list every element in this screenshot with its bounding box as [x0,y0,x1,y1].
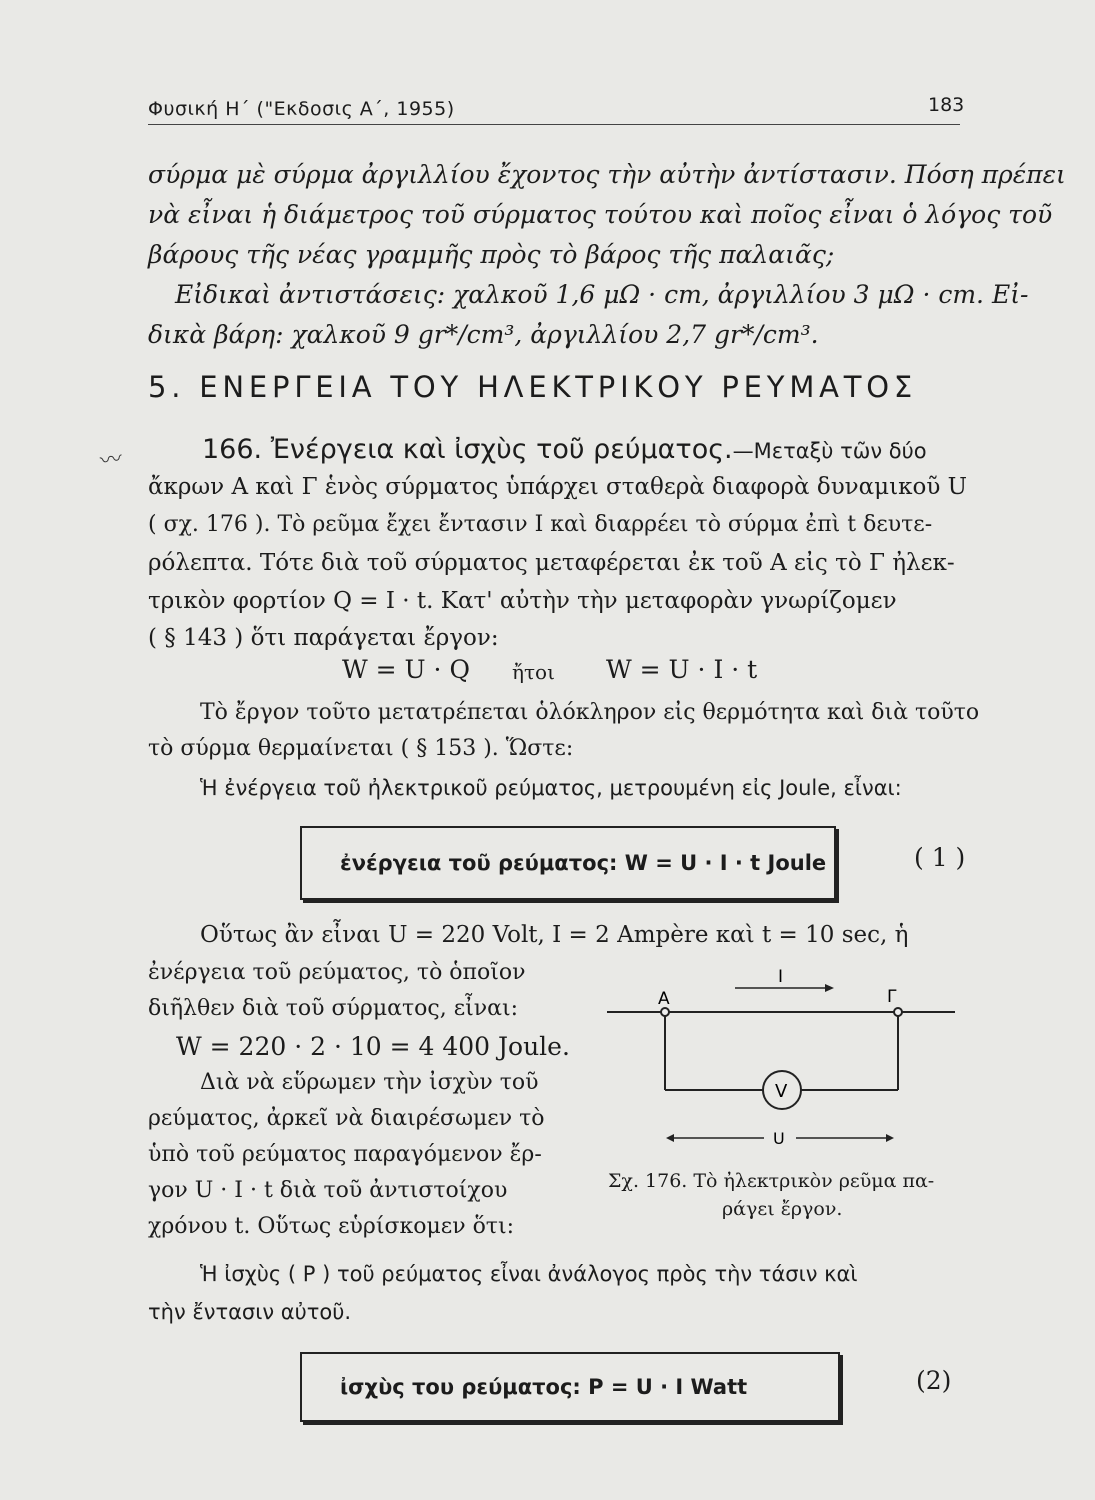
chapter-title: 5. ΕΝΕΡΓΕΙΑ ΤΟΥ ΗΛΕΚΤΡΙΚΟΥ ΡΕΥΜΑΤΟΣ [148,370,918,404]
problem-line: δικὰ βάρη: χαλκοῦ 9 gr*/cm³, ἀργιλλίου 2,7 gr*/cm³. [148,320,819,349]
energy-formula: ἐνέργεια τοῦ ρεύματος: W = U · I · t Joule [340,851,827,875]
formula-work-left: W = U · Q [342,655,470,684]
running-header-title: Φυσική Η΄ ("Εκδοσις Α΄, 1955) [148,98,455,120]
body-line: ( σχ. 176 ). Τὸ ρεῦμα ἔχει ἔντασιν I καὶ διαρρέει τὸ σύρμα ἐπὶ t δευτε- [148,512,933,537]
voltage-arrowhead-left [666,1134,674,1142]
equation-number-1: ( 1 ) [914,843,966,872]
figure-caption-line1: Σχ. 176. Τὸ ἠλεκτρικὸν ρεῦμα πα- [608,1170,935,1192]
header-rule [148,124,960,125]
figure-caption-line2: ράγει ἔργον. [722,1198,843,1220]
example-first-line: Οὕτως ἂν εἶναι U = 220 Volt, I = 2 Ampère καὶ t = 10 sec, ἡ [200,922,909,948]
label-g: Γ [887,987,897,1007]
example-result: W = 220 · 2 · 10 = 4 400 Joule. [176,1032,570,1061]
body-line: τρικὸν φορτίον Q = I · t. Κατ' αὐτὴν τὴν μεταφορὰν γνωρίζομεν [148,588,897,614]
page-number: 183 [928,94,965,116]
power-formula-box [300,1352,840,1422]
power-statement: Ἡ ἰσχὺς ( Ρ ) τοῦ ρεύματος εἶναι ἀνάλογος πρὸς τὴν τάσιν καὶ [200,1262,858,1286]
power-line: χρόνου t. Οὕτως εὑρίσκομεν ὅτι: [148,1214,515,1239]
energy-formula-box [300,826,836,900]
voltmeter-label: V [775,1081,788,1102]
power-line: Διὰ νὰ εὕρωμεν τὴν ἰσχὺν τοῦ [200,1070,539,1095]
body-line: ( § 143 ) ὅτι παράγεται ἔργον: [148,625,499,651]
power-line: ρεύματος, ἀρκεῖ νὰ διαιρέσωμεν τὸ [148,1106,545,1131]
formula-work-right: W = U · I · t [606,655,758,684]
problem-line: νὰ εἶναι ἡ διάμετρος τοῦ σύρματος τούτου καὶ ποῖος εἶναι ὁ λόγος τοῦ [148,200,1053,229]
problem-line: σύρμα μὲ σύρμα ἀργιλλίου ἔχοντος τὴν αὐτὴν ἀντίστασιν. Πόση πρέπει [148,160,1066,189]
section-lead: —Μεταξὺ τῶν δύο [732,439,927,463]
formula-work-middle: ἤτοι [512,660,555,684]
body-line: ρόλεπτα. Τότε διὰ τοῦ σύρματος μεταφέρεται ἐκ τοῦ Α εἰς τὸ Γ ἠλεκ- [148,550,955,576]
pencil-mark-icon: 〰 [98,446,124,475]
power-line: γον U · I · t διὰ τοῦ ἀντιστοίχου [148,1178,508,1203]
voltage-arrowhead-right [886,1134,894,1142]
problem-line: βάρους τῆς νέας γραμμῆς πρὸς τὸ βάρος τῆς παλαιᾶς; [148,240,835,269]
label-current: I [778,967,784,987]
example-line: ἐνέργεια τοῦ ρεύματος, τὸ ὁποῖον [148,960,526,985]
voltage-label: U [773,1129,785,1148]
section-heading-line [202,434,927,465]
power-formula: ἰσχὺς του ρεύματος: P = U · I Watt [340,1375,748,1399]
problem-line: Εἰδικαὶ ἀντιστάσεις: χαλκοῦ 1,6 μΩ · cm, ἀργιλλίου 3 μΩ · cm. Εἰ- [175,280,1029,309]
current-arrow-head [825,984,834,992]
heat-line: τὸ σύρμα θερμαίνεται ( § 153 ). Ὥστε: [148,736,574,761]
equation-number-2: (2) [916,1366,952,1395]
terminal-a [661,1008,669,1016]
circuit-figure [600,960,960,1160]
terminal-g [894,1008,902,1016]
heat-line: Τὸ ἔργον τοῦτο μετατρέπεται ὁλόκληρον εἰς θερμότητα καὶ διὰ τοῦτο [200,700,980,725]
example-line: διῆλθεν διὰ τοῦ σύρματος, εἶναι: [148,996,519,1021]
body-line: ἄκρων Α καὶ Γ ἑνὸς σύρματος ὑπάρχει σταθερὰ διαφορὰ δυναμικοῦ U [148,474,968,500]
section-heading: 166. Ἐνέργεια καὶ ἰσχὺς τοῦ ρεύματος. [202,434,733,465]
power-statement: τὴν ἔντασιν αὐτοῦ. [148,1300,352,1324]
label-a: Α [658,989,670,1009]
power-line: ὑπὸ τοῦ ρεύματος παραγόμενον ἔρ- [148,1142,542,1167]
energy-statement: Ἡ ἐνέργεια τοῦ ἠλεκτρικοῦ ρεύματος, μετρουμένη εἰς Joule, εἶναι: [200,776,902,800]
